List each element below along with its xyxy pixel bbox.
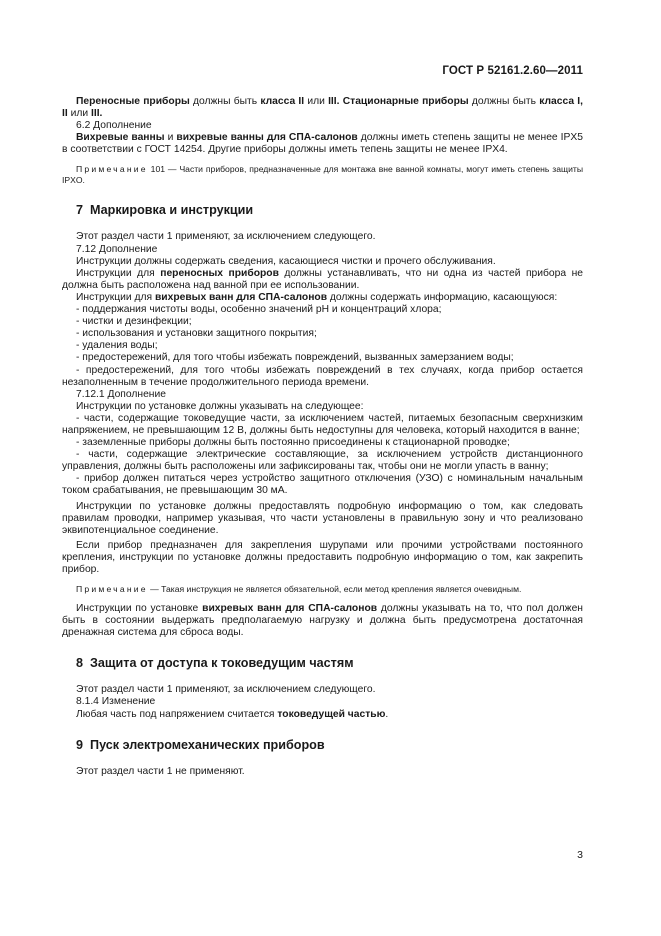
document-header: ГОСТ Р 52161.2.60—2011 bbox=[442, 65, 583, 77]
note-fixing: Примечание — Такая инструкция не является обязательной, если метод крепления является очевидным. bbox=[76, 584, 522, 595]
section-7-intro: Этот раздел части 1 применяют, за исключением следующего. bbox=[76, 231, 376, 243]
paragraph-floor-load: Инструкции по установке вихревых ванн для СПА-салонов должны указывать на то, что пол должен быть в состоянии выдержать предполагаемую нагрузку и должна быть предусмотрена достаточная дренажная система для сброса воды. bbox=[62, 603, 583, 639]
paragraph-installation-intro: Инструкции по установке должны указывать на следующее: bbox=[76, 400, 364, 412]
paragraph-live-part: Любая часть под напряжением считается токоведущей частью. bbox=[76, 708, 389, 720]
paragraph-device-classes: Переносные приборы должны быть класса II или III. Стационарные приборы должны быть класса I, II или III. bbox=[62, 96, 583, 120]
list-item: - заземленные приборы должны быть постоянно присоединены к стационарной проводке; bbox=[76, 437, 510, 449]
paragraph-fixing: Если прибор предназначен для закрепления шурупами или прочими устройствами постоянного крепления, инструкции по установке должны предоставить подробную информацию о том, как закрепить прибор. bbox=[62, 539, 583, 575]
paragraph-portable-devices: Инструкции для переносных приборов должны устанавливать, что ни одна из частей прибора не должна быть расположена над ванной при ее использовании. bbox=[62, 267, 584, 291]
list-item: - поддержания чистоты воды, особенно значений pH и концентраций хлора; bbox=[76, 304, 442, 316]
clause-8-1-4: 8.1.4 Изменение bbox=[76, 696, 156, 708]
paragraph-protection-degree: Вихревые ванны и вихревые ванны для СПА-салонов должны иметь степень защиты не менее IPX5 в соответствии с ГОСТ 14254. Другие приборы должны иметь тепень защиты не менее IPX4. bbox=[62, 132, 584, 156]
clause-7-12-1: 7.12.1 Дополнение bbox=[76, 388, 166, 400]
note-101: Примечание 101 — Части приборов, предназначенные для монтажа вне ванной комнаты, могут иметь степень защиты IPXO. bbox=[62, 164, 583, 186]
section-7-heading: 7 Маркировка и инструкции bbox=[76, 203, 254, 218]
list-item: - использования и установки защитного покрытия; bbox=[76, 328, 317, 340]
list-item: - части, содержащие токоведущие части, за исключением частей, питаемых безопасным сверхнизким напряжением, не превышающим 12 В, должны быть недоступны для человека, который находится в ванне; bbox=[62, 412, 583, 436]
section-8-heading: 8 Защита от доступа к токоведущим частям bbox=[76, 656, 354, 671]
paragraph-maintenance: Инструкции должны содержать сведения, касающиеся чистки и прочего обслуживания. bbox=[76, 255, 496, 267]
clause-7-12: 7.12 Дополнение bbox=[76, 243, 158, 255]
document-body bbox=[62, 96, 583, 778]
section-8-intro: Этот раздел части 1 применяют, за исключением следующего. bbox=[76, 684, 376, 696]
list-item: - предостережений, для того чтобы избежать повреждений в тех случаях, когда прибор остается незаполненным в течение продолжительного периода времени. bbox=[62, 364, 583, 388]
list-item: - предостережений, для того чтобы избежать повреждений, вызванных замерзанием воды; bbox=[76, 352, 514, 364]
list-item: - удаления воды; bbox=[76, 340, 158, 352]
section-9-intro: Этот раздел части 1 не применяют. bbox=[76, 765, 245, 777]
list-item: - чистки и дезинфекции; bbox=[76, 316, 192, 328]
clause-6-2: 6.2 Дополнение bbox=[76, 120, 152, 132]
list-item: - части, содержащие электрические составляющие, за исключением устройств дистанционного управления, должны быть расположены или зафиксированы так, чтобы они не могли упасть в ванну; bbox=[62, 449, 583, 473]
list-item: - прибор должен питаться через устройство защитного отключения (УЗО) с номинальным начальным током срабатывания, не превышающим 30 мА. bbox=[62, 473, 583, 497]
section-9-heading: 9 Пуск электромеханических приборов bbox=[76, 737, 325, 752]
paragraph-wiring-rules: Инструкции по установке должны предоставлять подробную информацию о том, как следовать правилам проводки, например указывая, что части установлены в правильную зону и что реализовано эквипотенциальное соединение. bbox=[62, 500, 583, 536]
paragraph-spa-instructions: Инструкции для вихревых ванн для СПА-салонов должны содержать информацию, касающуюся: bbox=[76, 291, 558, 303]
page-number: 3 bbox=[577, 849, 583, 861]
